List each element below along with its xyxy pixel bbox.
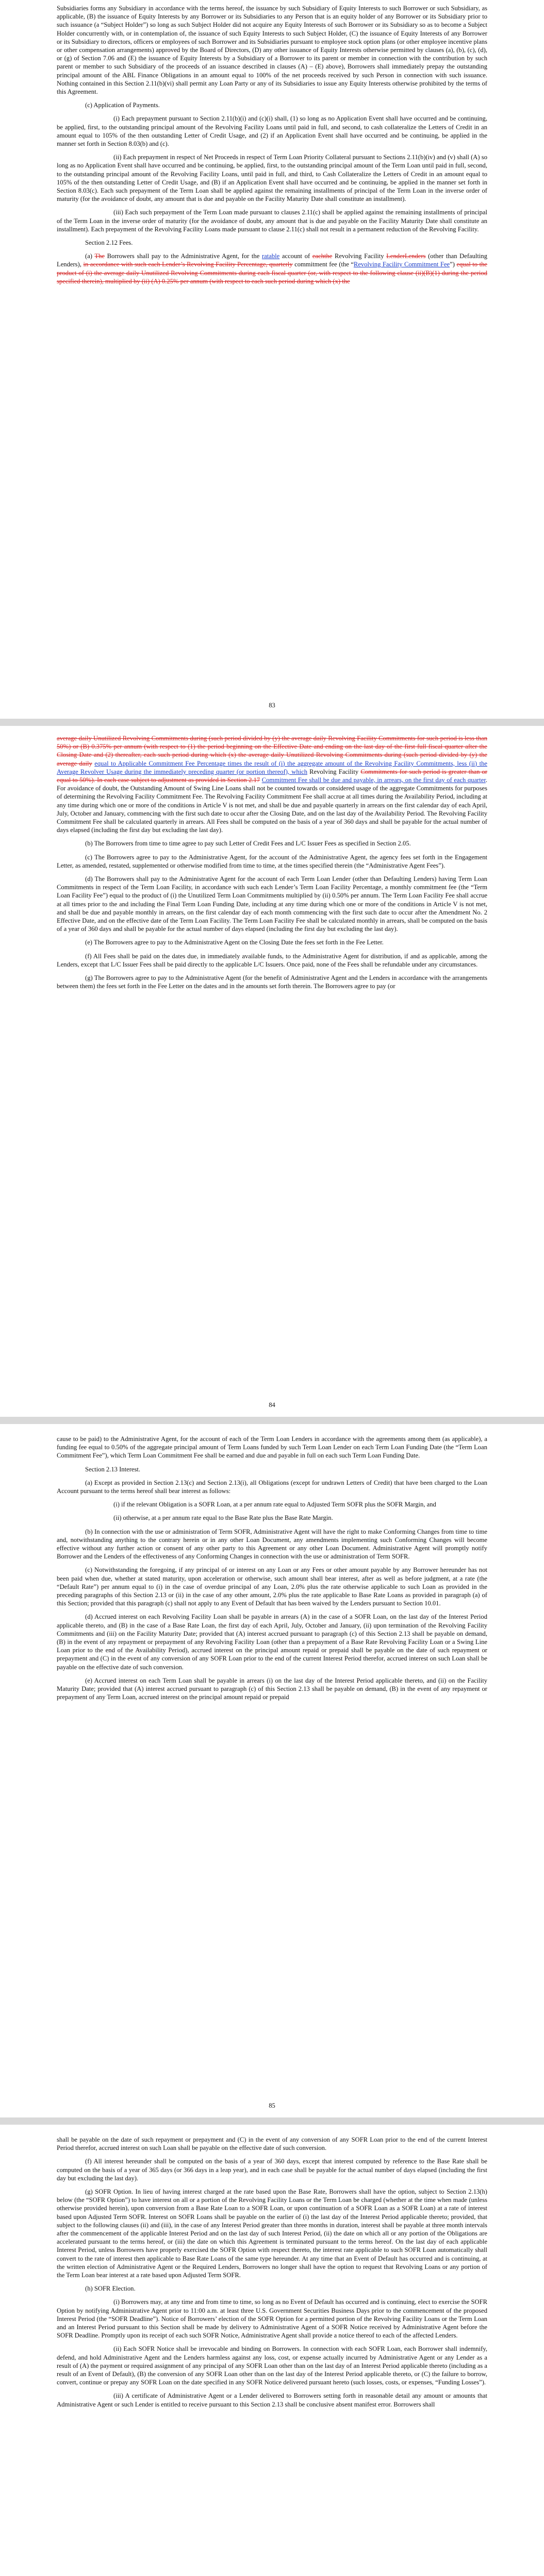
paragraph-conversion: shall be payable on the date of such repayment or prepayment and (C) in the event of any conversion of any SOFR Loan prior to the end of the current Interest Period therefor, accrued interest on such Loan shall be payable on the effective date of such conversion.	[57, 2136, 487, 2152]
paragraph-fees-b: (b) The Borrowers from time to time agree to pay such Letter of Credit Fees and L/C Issuer Fees as specified in Section 2.05.	[85, 840, 411, 848]
paragraph-sofr-election-iii: (iii) A certificate of Administrative Agent or a Lender delivered to Borrowers setting forth in reasonable detail any amount or amounts that Administrative Agent or such Lender is entitled to receive pursuant to this Section 2.13 shall be conclusive absent manifest error. Borrowers shall	[57, 2392, 487, 2408]
paragraph-c-ii: (ii) Each prepayment in respect of Net Proceeds in respect of Term Loan Priority Collateral pursuant to Sections 2.11(b)(iv) and (v) shall (A) so long as no Application Event shall have occurred and be continuing, be applied, first, to the outstanding principal amount of the Term Loan until paid in full, second, to the outstanding principal amount of the Revolving Facility Loans, until paid in full, and third, to Cash Collateralize the Letters of Credit in an amount equal to 105% of the then outstanding Letter of Credit Usage, and (B) if an Application Event shall have occurred and be continuing, be applied in the manner set forth in Section 8.03(c). Each such prepayment of the Term Loan shall be applied against the remaining installments of principal of the Term Loan in the inverse order of maturity (for the avoidance of doubt, any amount that is due and payable on the Facility Maturity Date shall constitute an installment).	[57, 154, 487, 203]
paragraph-interest-a-ii: (ii) otherwise, at a per annum rate equal to the Base Rate plus the Base Rate Margin.	[113, 1514, 333, 1522]
paragraph-fees-e: (e) The Borrowers agree to pay to the Administrative Agent on the Closing Date the fees set forth in the Fee Letter.	[85, 939, 384, 946]
page-number: 83	[269, 702, 275, 709]
paragraph-fees-a: (a) The Borrowers shall pay to the Administrative Agent, for the ratable account of eachthe Revolving Facility LenderLenders (other than Defaulting Lenders), in accordance with such each Lender’s Revolving Facility Percentage, quarterly commitment fee (the “Revolving Facility Commitment Fee”) equal to the product of (i) the average daily Unutilized Revolving Commitments during each fiscal quarter (or, with respect to the following clause (ii)(B)(1) during the period specified therein), multiplied by (ii) (A) 0.25% per annum (with respect to each such period during which (x) the	[57, 252, 487, 285]
paragraph-sofr-election-ii: (ii) Each SOFR Notice shall be irrevocable and binding on Borrowers. In connection with each SOFR Loan, each Borrower shall indemnify, defend, and hold Administrative Agent and the Lenders harmless against any loss, cost, or expense actually incurred by Administrative Agent or any Lender as a result of (A) the payment or required assignment of any principal of any SOFR Loan other than on the last day of an Interest Period applicable thereto (including as a result of an Event of Default), (B) the conversion of any SOFR Loan other than on the last day of the Interest Period applicable thereto, or (C) the failure to borrow, convert, continue or prepay any SOFR Loan on the date specified in any SOFR Notice delivered pursuant hereto (such losses, costs, or expenses, “Funding Losses”).	[57, 2345, 487, 2386]
heading-section-2-13: Section 2.13 Interest.	[85, 1465, 141, 1473]
paragraph-interest-b: (b) In connection with the use or administration of Term SOFR, Administrative Agent will have the right to make Conforming Changes from time to time and, notwithstanding anything to the contrary herein or in any other Loan Document, any amendments implementing such Conforming Changes will become effective without any further action or consent of any other party to this Agreement or any other Loan Document. Administrative Agent will promptly notify Borrower and the Lenders of the effectiveness of any Conforming Changes in connection with the use or administration of Term SOFR.	[57, 1528, 487, 1561]
paragraph-sofr-option: (g) SOFR Option. In lieu of having interest charged at the rate based upon the Base Rate, Borrowers shall have the option, subject to Section 2.13(h) below (the “SOFR Option”) to have interest on all or a portion of the Revolving Facility Loans or the Term Loan be charged (whether at the time when made (unless otherwise provided herein), upon conversion from a Base Rate Loan to a SOFR Loan, or upon continuation of a SOFR Loan as a SOFR Loan) at a rate of interest based upon Adjusted Term SOFR. Interest on SOFR Loans shall be payable on the earlier of (i) the last day of the Interest Period applicable thereto; provided, that subject to the following clauses (ii) and (iii), in the case of any Interest Period greater than three months in duration, interest shall be payable at three month intervals after the commencement of the applicable Interest Period and on the last day of such Interest Period, (ii) the date on which all or any portion of the Obligations are accelerated pursuant to the terms hereof, or (iii) the date on which this Agreement is terminated pursuant to the terms hereof. On the last day of each applicable Interest Period, unless Borrowers have properly exercised the SOFR Option with respect thereto, the interest rate applicable to such SOFR Loan automatically shall convert to the rate of interest then applicable to Base Rate Loans of the same type hereunder. At any time that an Event of Default has occurred and is continuing, at the written election of Administrative Agent or the Required Lenders, Borrowers no longer shall have the option to request that Revolving Loans or any portion of the Term Loan bear interest at a rate based upon Adjusted Term SOFR.	[57, 2188, 487, 2279]
paragraph-interest-d: (d) Accrued interest on each Revolving Facility Loan shall be payable in arrears (A) in the case of a SOFR Loan, on the last day of the Interest Period applicable thereto, and (B) in the case of a Base Rate Loan, the first day of each April, July, October and January, (ii) upon termination of the Revolving Facility Commitments and (iii) on the Facility Maturity Date; provided that (A) interest accrued pursuant to paragraph (c) of this Section 2.13 shall be payable on demand, (B) in the event of any repayment or prepayment of any Revolving Facility Loan (other than a prepayment of a Base Rate Revolving Facility Loan or a Swing Line Loan prior to the end of the Availability Period), accrued interest on the principal amount repaid or prepaid shall be payable on the date of such repayment or prepayment and (C) in the event of any conversion of any SOFR Loan prior to the end of the current Interest Period therefor, accrued interest on such Loan shall be payable on the effective date of such conversion.	[57, 1613, 487, 1671]
paragraph-fees-c: (c) The Borrowers agree to pay to the Administrative Agent, for the account of the Administrative Agent, the agency fees set forth in the Engagement Letter, as amended, restated, supplemented or otherwise modified from time to time, at the times specified therein (the “Administrative Agent Fees”).	[57, 853, 487, 869]
page-number: 84	[269, 1401, 275, 1409]
heading-section-2-12: Section 2.12 Fees.	[85, 239, 133, 247]
paragraph-fees-g: (g) The Borrowers agree to pay to the Administrative Agent (for the benefit of Administrative Agent and the Lenders in accordance with the arrangements between them) the fees set forth in the Fee Letter on the dates and in the amounts set forth therein. The Borrowers agree to pay (or	[57, 974, 487, 990]
page-number: 85	[269, 2102, 275, 2109]
paragraph-term-loan-fee: cause to be paid) to the Administrative Agent, for the account of each of the Term Loan Lenders in accordance with the agreements among them (as applicable), a funding fee equal to 0.50% of the aggregate principal amount of Term Loans funded by such Term Loan Lender on each Term Loan Funding Date (the “Term Loan Commitment Fee”), which Term Loan Commitment Fee shall be earned and due and payable in full on each such Term Loan Funding Date.	[57, 1435, 487, 1460]
paragraph-interest-e: (e) Accrued interest on each Term Loan shall be payable in arrears (i) on the last day of the Interest Period applicable thereto, and (ii) on the Facility Maturity Date; provided that (A) interest accrued pursuant to paragraph (c) of this Section 2.13 shall be payable on demand, (B) in the event of any repayment or prepayment of any Term Loan, accrued interest on the principal amount repaid or prepaid	[57, 1676, 487, 1701]
page-84	[0, 734, 544, 995]
page-divider	[0, 2117, 544, 2125]
paragraph-fees-d: (d) The Borrowers shall pay to the Administrative Agent for the account of each Term Loan Lender (other than Defaulting Lenders) having Term Loan Commitments in respect of the Term Loan Facility, in accordance with such each Lender’s Term Loan Facility Percentage, a monthly commitment fee (the “Term Loan Facility Fee”) equal to the product of (i) the Unutilized Term Loan Commitments multiplied by (ii) 0.50% per annum. The Term Loan Facility Fee shall accrue at all times prior to the and including the Final Term Loan Funding Date, including at any time during which one or more of the conditions in Article V is not met, and shall be due and payable monthly in arrears, on the first calendar day of each month commencing with the first such date to occur after the Amendment No. 2 Effective Date, and on the effective date of the Term Loan Facility. The Term Loan Facility Fee shall be calculated monthly in arrears, shall be computed on the basis of a year of 360 days and shall be payable for the actual number of days elapsed (including the first day but excluding the last day).	[57, 875, 487, 933]
paragraph-fees-f: (f) All Fees shall be paid on the dates due, in immediately available funds, to the Administrative Agent for distribution, if and as applicable, among the Lenders, except that L/C Issuer Fees shall be paid directly to the applicable L/C Issuers. Once paid, none of the Fees shall be refundable under any circumstances.	[57, 952, 487, 968]
page-divider	[0, 1417, 544, 1424]
paragraph-c-i: (i) Each prepayment pursuant to Section 2.11(b)(i) and (c)(i) shall, (1) so long as no Application Event shall have occurred and be continuing, be applied, first, to the outstanding principal amount of the Revolving Facility Loans until paid in full, and second, to cash collateralize the Letters of Credit in an amount equal to 105% of the then outstanding Letter of Credit Usage, and (2) if an Application Event shall have occurred and be continuing, be applied in the manner set forth in Section 8.03(b) and (c).	[57, 115, 487, 148]
heading-sofr-election: (h) SOFR Election.	[85, 2285, 136, 2293]
heading-application-of-payments: (c) Application of Payments.	[85, 101, 160, 109]
page-divider	[0, 719, 544, 726]
page-85	[0, 1435, 544, 1706]
page-83	[0, 4, 544, 291]
paragraph-interest-a-i: (i) if the relevant Obligation is a SOFR Loan, at a per annum rate equal to Adjusted Term SOFR plus the SOFR Margin, and	[113, 1501, 436, 1509]
paragraph-fees-a-continued: average daily Unutilized Revolving Commitments during (such period divided by (y) the average daily Revolving Facility Commitments for such period is less than 50%) or (B) 0.375% per annum (with respect to (1) the period beginning on the Effective Date and ending on the last day of the first full fiscal quarter after the Closing Date and (2) thereafter, each such period during which (x) the average daily Unutilized Revolving Commitments during (such period divided by (y) the average daily equal to Applicable Commitment Fee Percentage times the result of (i) the aggregate amount of the Revolving Facility Commitments, less (ii) the Average Revolver Usage during the immediately preceding quarter (or portion thereof), which Revolving Facility Commitments for such period is greater than or equal to 50%). In each case subject to adjustment as provided in Section 2.17 Commitment Fee shall be due and payable, in arrears, on the first day of each quarter. For avoidance of doubt, the Outstanding Amount of Swing Line Loans shall not be counted towards or considered usage of the aggregate Commitments for purposes of determining the Revolving Facility Commitment Fee. The Revolving Facility Commitment Fee shall accrue at all times during the Availability Period, including at any time during which one or more of the conditions in Article V is not met, and shall be due and payable quarterly in arrears on the first calendar day of each April, July, October and January, commencing with the first such date to occur after the Closing Date, and on the last day of the Availability Period. The Revolving Facility Commitment Fee shall be calculated quarterly in arrears. All Fees shall be computed on the basis of a year of 360 days and shall be payable for the actual number of days elapsed (including the first day but excluding the last day).	[57, 735, 487, 834]
paragraph-interest-f: (f) All interest hereunder shall be computed on the basis of a year of 360 days, except that interest computed by reference to the Base Rate shall be computed on the basis of a year of 365 days (or 366 days in a leap year), and in each case shall be payable for the actual number of days elapsed (including the first day but excluding the last day).	[57, 2158, 487, 2182]
paragraph-sofr-election-i: (i) Borrowers may, at any time and from time to time, so long as no Event of Default has occurred and is continuing, elect to exercise the SOFR Option by notifying Administrative Agent prior to 11:00 a.m. at least three U.S. Government Securities Business Days prior to the commencement of the proposed Interest Period (the “SOFR Deadline”). Notice of Borrowers’ election of the SOFR Option for a permitted portion of the Revolving Facility Loans or the Term Loan and an Interest Period pursuant to this Section shall be made by delivery to Administrative Agent of a SOFR Notice received by Administrative Agent before the SOFR Deadline. Promptly upon its receipt of each such SOFR Notice, Administrative Agent shall provide a notice thereof to each of the affected Lenders.	[57, 2298, 487, 2340]
page-86	[0, 2136, 544, 2414]
paragraph-interest-a: (a) Except as provided in Section 2.13(c) and Section 2.13(i), all Obligations (except for undrawn Letters of Credit) that have been charged to the Loan Account pursuant to the terms hereof shall bear interest as follows:	[57, 1479, 487, 1495]
paragraph-interest-c: (c) Notwithstanding the foregoing, if any principal of or interest on any Loan or any Fees or other amount payable by any Borrower hereunder has not been paid when due, whether at stated maturity, upon acceleration or otherwise, such amount shall bear interest, after as well as before judgment, at a rate (the “Default Rate”) per annum equal to (i) in the case of overdue principal of any Loan, 2.0% plus the rate otherwise applicable to such Loan as provided in the preceding paragraphs of this Section 2.13 or (ii) in the case of any other amount, 2.0% plus the rate applicable to Base Rate Loans as provided in paragraph (a) of this Section; provided that this paragraph (c) shall not apply to any Event of Default that has been waived by the Lenders pursuant to Section 10.01.	[57, 1566, 487, 1607]
paragraph-c-iii: (iii) Each such prepayment of the Term Loan made pursuant to clauses 2.11(c) shall be applied against the remaining installments of principal of the Term Loan in the inverse order of maturity (for the avoidance of doubt, any amount that is due and payable on the Facility Maturity Date shall constitute an installment). Each prepayment of the Revolving Facility Loans made pursuant to clause 2.11(c) shall not result in a permanent reduction of the Revolving Facility.	[57, 209, 487, 233]
paragraph-equity-issuance: Subsidiaries forms any Subsidiary in accordance with the terms hereof, the issuance by such Subsidiary of Equity Interests to such Borrower or such Subsidiary, as applicable, (B) the issuance of Equity Interests by any Borrower or its Subsidiaries to any Person that is an equity holder of any Borrower or its Subsidiary prior to such issuance (a “Subject Holder”) so long as such Subject Holder did not acquire any Equity Interests of such Borrower or its Subsidiary so as to become a Subject Holder concurrently with, or in contemplation of, the issuance of such Equity Interests to such Subject Holder, (C) the issuance of Equity Interests of any Borrower or its Subsidiary to directors, officers or employees of such Borrower and its Subsidiaries pursuant to employee stock option plans (or other employee incentive plans or other compensation arrangements) approved by the Board of Directors, (D) any other issuance of Equity Interests otherwise permitted by clauses (a), (b), (c), (d), or (g) of Section 7.06 and (E) the issuance of Equity Interests by a Subsidiary of a Borrower to its parent or member in connection with the contribution by such parent or member to such Subsidiary of the proceeds of an issuance described in clauses (A) – (E) above), Borrowers shall immediately prepay the outstanding principal amount of the ABL Finance Obligations in an amount equal to 100% of the net proceeds received by such Person in connection with such issuance. Nothing contained in this Section 2.11(b)(vi) shall permit any Loan Party or any of its Subsidiaries to issue any Equity Interests otherwise prohibited by the terms of this Agreement.	[57, 5, 487, 96]
